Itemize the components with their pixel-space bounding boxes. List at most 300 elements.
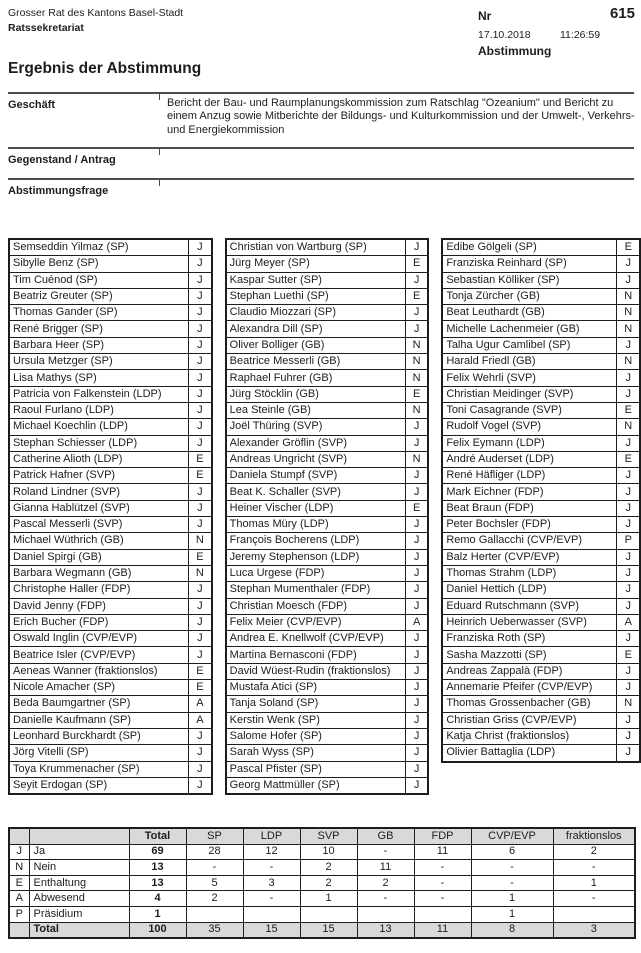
vote-row xyxy=(226,517,429,533)
vote-row xyxy=(442,419,640,435)
member-name: Felix Wehrli (SVP) xyxy=(442,370,617,386)
member-vote: N xyxy=(617,321,640,337)
vote-row xyxy=(9,468,212,484)
member-name: Andreas Zappalà (FDP) xyxy=(442,663,617,679)
member-vote: J xyxy=(405,728,428,744)
vote-row xyxy=(442,256,640,272)
vote-row xyxy=(9,647,212,663)
summary-party-value: 2 xyxy=(300,875,357,891)
vote-row xyxy=(9,288,212,304)
summary-label: Nein xyxy=(29,860,129,876)
vote-row xyxy=(442,272,640,288)
member-vote: N xyxy=(617,696,640,712)
summary-party-value: - xyxy=(414,860,471,876)
member-vote: J xyxy=(189,517,212,533)
member-name: Sibylle Benz (SP) xyxy=(9,256,189,272)
vote-row xyxy=(226,598,429,614)
member-vote: J xyxy=(617,435,640,451)
member-vote: J xyxy=(617,256,640,272)
member-name: Daniela Stumpf (SVP) xyxy=(226,468,406,484)
member-name: Erich Bucher (FDP) xyxy=(9,614,189,630)
member-name: Franziska Reinhard (SP) xyxy=(442,256,617,272)
member-vote: J xyxy=(617,712,640,728)
member-vote: J xyxy=(617,582,640,598)
vote-row xyxy=(9,533,212,549)
vote-row xyxy=(226,435,429,451)
member-vote: E xyxy=(189,663,212,679)
summary-row xyxy=(9,922,635,938)
vote-row xyxy=(9,354,212,370)
summary-header-cell: LDP xyxy=(243,828,300,844)
member-name: André Auderset (LDP) xyxy=(442,451,617,467)
vote-row xyxy=(442,386,640,402)
member-name: Talha Ugur Camlibel (SP) xyxy=(442,337,617,353)
member-vote: N xyxy=(617,419,640,435)
member-name: Beat Leuthardt (GB) xyxy=(442,305,617,321)
summary-party-value xyxy=(553,906,635,922)
member-vote: J xyxy=(189,761,212,777)
vote-row xyxy=(9,256,212,272)
summary-label: Total xyxy=(29,922,129,938)
member-vote: J xyxy=(189,745,212,761)
member-vote: J xyxy=(405,712,428,728)
member-name: Danielle Kaufmann (SP) xyxy=(9,712,189,728)
summary-code: P xyxy=(9,906,29,922)
summary-party-value: - xyxy=(357,844,414,860)
member-vote: E xyxy=(189,451,212,467)
vote-row xyxy=(226,468,429,484)
vote-row xyxy=(226,354,429,370)
vote-row xyxy=(442,500,640,516)
vote-row xyxy=(442,728,640,744)
member-name: Christian Moesch (FDP) xyxy=(226,598,406,614)
member-name: Kerstin Wenk (SP) xyxy=(226,712,406,728)
vote-row xyxy=(226,761,429,777)
vote-row xyxy=(442,484,640,500)
vote-table-1 xyxy=(8,238,213,795)
vote-row xyxy=(442,680,640,696)
member-vote: J xyxy=(189,631,212,647)
member-vote: J xyxy=(405,484,428,500)
summary-party-value: 2 xyxy=(357,875,414,891)
vote-row xyxy=(226,272,429,288)
vote-row xyxy=(442,663,640,679)
summary-header-cell xyxy=(29,828,129,844)
summary-header-cell: FDP xyxy=(414,828,471,844)
member-vote: E xyxy=(405,500,428,516)
member-vote: J xyxy=(405,272,428,288)
summary-party-value: 15 xyxy=(300,922,357,938)
summary-party-value: 15 xyxy=(243,922,300,938)
member-name: Edibe Gölgeli (SP) xyxy=(442,239,617,256)
member-vote: J xyxy=(405,239,428,256)
member-vote: E xyxy=(617,402,640,418)
summary-header-cell: GB xyxy=(357,828,414,844)
summary-header-cell: SP xyxy=(186,828,243,844)
vote-table-3 xyxy=(441,238,641,763)
summary-party-value: - xyxy=(553,860,635,876)
member-vote: J xyxy=(189,354,212,370)
summary-total-value: 4 xyxy=(129,891,186,907)
member-name: Katja Christ (fraktionslos) xyxy=(442,728,617,744)
summary-party-value: - xyxy=(186,860,243,876)
summary-party-value: 2 xyxy=(186,891,243,907)
summary-total-value: 1 xyxy=(129,906,186,922)
summary-party-value: 12 xyxy=(243,844,300,860)
member-name: Andrea E. Knellwolf (CVP/EVP) xyxy=(226,631,406,647)
member-name: Thomas Gander (SP) xyxy=(9,305,189,321)
summary-total-value: 100 xyxy=(129,922,186,938)
vote-row xyxy=(442,288,640,304)
member-vote: J xyxy=(405,549,428,565)
member-vote: J xyxy=(617,386,640,402)
member-vote: J xyxy=(189,728,212,744)
vote-row xyxy=(226,419,429,435)
member-name: Eduard Rutschmann (SVP) xyxy=(442,598,617,614)
member-name: Seyit Erdogan (SP) xyxy=(9,777,189,794)
member-name: Patricia von Falkenstein (LDP) xyxy=(9,386,189,402)
member-vote: J xyxy=(617,663,640,679)
vote-row xyxy=(442,370,640,386)
summary-label: Ja xyxy=(29,844,129,860)
vote-row xyxy=(9,565,212,581)
member-vote: E xyxy=(617,647,640,663)
member-name: Felix Eymann (LDP) xyxy=(442,435,617,451)
member-vote: J xyxy=(189,402,212,418)
member-vote: J xyxy=(189,288,212,304)
vote-row xyxy=(226,533,429,549)
summary-party-value: 3 xyxy=(243,875,300,891)
member-vote: J xyxy=(405,761,428,777)
member-name: René Häfliger (LDP) xyxy=(442,468,617,484)
member-name: Lisa Mathys (SP) xyxy=(9,370,189,386)
summary-party-value: - xyxy=(414,875,471,891)
vote-row xyxy=(226,631,429,647)
summary-header-cell: CVP/EVP xyxy=(471,828,553,844)
vote-date: 17.10.2018 xyxy=(478,29,531,41)
member-vote: J xyxy=(617,680,640,696)
vote-row xyxy=(9,272,212,288)
member-name: Tim Cuénod (SP) xyxy=(9,272,189,288)
vote-row xyxy=(226,305,429,321)
summary-row xyxy=(9,906,635,922)
member-vote: E xyxy=(189,549,212,565)
section-divider xyxy=(8,92,634,94)
nr-value: 615 xyxy=(609,5,635,22)
summary-party-value xyxy=(186,906,243,922)
summary-header-cell: Total xyxy=(129,828,186,844)
member-name: Peter Bochsler (FDP) xyxy=(442,517,617,533)
member-vote: N xyxy=(617,354,640,370)
vote-row xyxy=(442,598,640,614)
vote-columns xyxy=(8,238,641,795)
summary-row xyxy=(9,844,635,860)
vote-row xyxy=(226,680,429,696)
vote-row xyxy=(226,712,429,728)
member-name: Mustafa Atici (SP) xyxy=(226,680,406,696)
vote-row xyxy=(9,451,212,467)
member-vote: J xyxy=(617,549,640,565)
member-vote: N xyxy=(189,533,212,549)
vote-row xyxy=(9,419,212,435)
vote-row xyxy=(226,663,429,679)
section-divider xyxy=(8,147,634,149)
vote-row xyxy=(9,484,212,500)
member-vote: J xyxy=(617,272,640,288)
member-name: Salome Hofer (SP) xyxy=(226,728,406,744)
member-vote: J xyxy=(189,614,212,630)
member-vote: J xyxy=(189,647,212,663)
summary-header-cell: SVP xyxy=(300,828,357,844)
vote-row xyxy=(226,500,429,516)
member-vote: J xyxy=(405,745,428,761)
member-name: Lea Steinle (GB) xyxy=(226,402,406,418)
member-name: Michael Wüthrich (GB) xyxy=(9,533,189,549)
member-vote: J xyxy=(189,321,212,337)
vote-row xyxy=(442,468,640,484)
summary-label: Abwesend xyxy=(29,891,129,907)
vote-row xyxy=(226,614,429,630)
vote-row xyxy=(442,614,640,630)
member-vote: J xyxy=(617,370,640,386)
vote-row xyxy=(9,500,212,516)
member-name: Toya Krummenacher (SP) xyxy=(9,761,189,777)
member-name: Olivier Battaglia (LDP) xyxy=(442,745,617,762)
summary-party-value: 1 xyxy=(553,875,635,891)
member-vote: J xyxy=(617,517,640,533)
summary-party-value xyxy=(414,906,471,922)
vote-row xyxy=(226,239,429,256)
member-name: Jürg Meyer (SP) xyxy=(226,256,406,272)
vote-row xyxy=(9,712,212,728)
member-vote: J xyxy=(617,565,640,581)
member-name: Luca Urgese (FDP) xyxy=(226,565,406,581)
member-name: Patrick Hafner (SVP) xyxy=(9,468,189,484)
page-title: Ergebnis der Abstimmung xyxy=(8,60,202,77)
summary-party-value: 1 xyxy=(300,891,357,907)
vote-row xyxy=(442,696,640,712)
member-name: Tonja Zürcher (GB) xyxy=(442,288,617,304)
member-vote: J xyxy=(189,370,212,386)
member-vote: J xyxy=(189,435,212,451)
vote-row xyxy=(226,451,429,467)
member-name: Oliver Bolliger (GB) xyxy=(226,337,406,353)
member-name: Remo Gallacchi (CVP/EVP) xyxy=(442,533,617,549)
member-name: Harald Friedl (GB) xyxy=(442,354,617,370)
member-vote: J xyxy=(189,500,212,516)
member-vote: J xyxy=(189,256,212,272)
summary-party-value: - xyxy=(471,875,553,891)
summary-label: Enthaltung xyxy=(29,875,129,891)
vote-time: 11:26:59 xyxy=(560,29,601,41)
vote-row xyxy=(442,451,640,467)
member-vote: J xyxy=(405,598,428,614)
member-name: Stephan Luethi (SP) xyxy=(226,288,406,304)
summary-party-value: 11 xyxy=(357,860,414,876)
vote-row xyxy=(226,565,429,581)
member-name: Kaspar Sutter (SP) xyxy=(226,272,406,288)
vote-row xyxy=(9,745,212,761)
summary-total-value: 13 xyxy=(129,860,186,876)
summary-party-value: 11 xyxy=(414,844,471,860)
member-vote: E xyxy=(405,386,428,402)
member-name: Thomas Strahm (LDP) xyxy=(442,565,617,581)
summary-party-value: - xyxy=(357,891,414,907)
vote-row xyxy=(226,728,429,744)
member-name: Nicole Amacher (SP) xyxy=(9,680,189,696)
member-vote: J xyxy=(405,305,428,321)
member-vote: N xyxy=(405,354,428,370)
summary-row xyxy=(9,891,635,907)
org-name: Grosser Rat des Kantons Basel-Stadt xyxy=(8,7,184,19)
summary-party-value xyxy=(300,906,357,922)
member-vote: J xyxy=(617,484,640,500)
org-department: Ratssekretariat xyxy=(8,22,84,34)
member-name: Jeremy Stephenson (LDP) xyxy=(226,549,406,565)
vote-row xyxy=(9,435,212,451)
vote-row xyxy=(226,370,429,386)
vote-row xyxy=(442,582,640,598)
member-name: Annemarie Pfeifer (CVP/EVP) xyxy=(442,680,617,696)
member-vote: A xyxy=(189,712,212,728)
member-name: Jörg Vitelli (SP) xyxy=(9,745,189,761)
vote-row xyxy=(9,631,212,647)
vote-row xyxy=(226,484,429,500)
member-name: Rudolf Vogel (SVP) xyxy=(442,419,617,435)
summary-party-value: - xyxy=(553,891,635,907)
vote-row xyxy=(9,663,212,679)
vote-row xyxy=(442,549,640,565)
summary-party-value: - xyxy=(243,891,300,907)
vote-row xyxy=(442,239,640,256)
summary-party-value: 13 xyxy=(357,922,414,938)
member-vote: J xyxy=(189,598,212,614)
member-name: Beat K. Schaller (SVP) xyxy=(226,484,406,500)
member-vote: N xyxy=(617,288,640,304)
member-vote: A xyxy=(617,614,640,630)
member-name: Pascal Messerli (SVP) xyxy=(9,517,189,533)
member-vote: J xyxy=(405,777,428,794)
vote-row xyxy=(9,517,212,533)
vote-row xyxy=(9,761,212,777)
summary-label: Präsidium xyxy=(29,906,129,922)
vote-row xyxy=(9,728,212,744)
summary-code xyxy=(9,922,29,938)
vote-row xyxy=(442,435,640,451)
vote-row xyxy=(226,745,429,761)
vote-row xyxy=(442,321,640,337)
member-vote: J xyxy=(189,777,212,794)
member-vote: J xyxy=(405,533,428,549)
member-name: Pascal Pfister (SP) xyxy=(226,761,406,777)
section-label-gegenstand: Gegenstand / Antrag xyxy=(8,154,116,166)
member-vote: A xyxy=(189,696,212,712)
member-vote: J xyxy=(405,565,428,581)
member-name: Raoul Furlano (LDP) xyxy=(9,402,189,418)
member-vote: J xyxy=(189,419,212,435)
vote-row xyxy=(226,777,429,794)
summary-party-value: 10 xyxy=(300,844,357,860)
member-vote: J xyxy=(189,582,212,598)
member-vote: J xyxy=(617,468,640,484)
vote-row xyxy=(442,565,640,581)
member-vote: J xyxy=(189,386,212,402)
member-name: Thomas Müry (LDP) xyxy=(226,517,406,533)
member-name: Balz Herter (CVP/EVP) xyxy=(442,549,617,565)
member-vote: J xyxy=(405,517,428,533)
member-vote: E xyxy=(617,451,640,467)
member-name: Gianna Hablützel (SVP) xyxy=(9,500,189,516)
member-vote: E xyxy=(405,288,428,304)
member-name: Jürg Stöcklin (GB) xyxy=(226,386,406,402)
member-name: David Wüest-Rudin (fraktionslos) xyxy=(226,663,406,679)
section-label-abstimmungsfrage: Abstimmungsfrage xyxy=(8,185,109,197)
member-vote: N xyxy=(405,402,428,418)
member-vote: J xyxy=(189,239,212,256)
vote-row xyxy=(226,256,429,272)
summary-party-value: 8 xyxy=(471,922,553,938)
vote-row xyxy=(226,647,429,663)
member-name: Daniel Spirgi (GB) xyxy=(9,549,189,565)
member-vote: E xyxy=(405,256,428,272)
member-name: Sebastian Kölliker (SP) xyxy=(442,272,617,288)
member-vote: J xyxy=(405,663,428,679)
vote-row xyxy=(226,696,429,712)
member-name: Aeneas Wanner (fraktionslos) xyxy=(9,663,189,679)
summary-total-value: 69 xyxy=(129,844,186,860)
member-vote: J xyxy=(405,680,428,696)
vote-row xyxy=(226,549,429,565)
vote-row xyxy=(9,402,212,418)
vote-row xyxy=(226,386,429,402)
member-vote: E xyxy=(617,239,640,256)
vote-row xyxy=(9,614,212,630)
member-name: Michael Koechlin (LDP) xyxy=(9,419,189,435)
vote-row xyxy=(9,680,212,696)
member-name: Oswald Inglin (CVP/EVP) xyxy=(9,631,189,647)
summary-party-value: 3 xyxy=(553,922,635,938)
member-name: Heinrich Ueberwasser (SVP) xyxy=(442,614,617,630)
member-name: Semseddin Yilmaz (SP) xyxy=(9,239,189,256)
member-vote: J xyxy=(405,631,428,647)
member-vote: J xyxy=(189,305,212,321)
vote-row xyxy=(442,533,640,549)
member-vote: J xyxy=(405,696,428,712)
vote-row xyxy=(442,631,640,647)
member-vote: N xyxy=(189,565,212,581)
member-name: Stephan Schiesser (LDP) xyxy=(9,435,189,451)
member-name: Franziska Roth (SP) xyxy=(442,631,617,647)
member-vote: J xyxy=(617,631,640,647)
section-divider xyxy=(8,178,634,180)
member-vote: J xyxy=(617,745,640,762)
member-vote: N xyxy=(405,370,428,386)
vote-row xyxy=(442,745,640,762)
member-name: Heiner Vischer (LDP) xyxy=(226,500,406,516)
member-name: Roland Lindner (SVP) xyxy=(9,484,189,500)
member-name: Daniel Hettich (LDP) xyxy=(442,582,617,598)
vote-row xyxy=(226,288,429,304)
summary-code: E xyxy=(9,875,29,891)
vote-table-2 xyxy=(225,238,430,795)
vote-row xyxy=(9,239,212,256)
member-name: Sasha Mazzotti (SP) xyxy=(442,647,617,663)
vote-row xyxy=(226,582,429,598)
vote-row xyxy=(9,582,212,598)
summary-row xyxy=(9,860,635,876)
member-vote: N xyxy=(405,337,428,353)
member-name: Beatriz Greuter (SP) xyxy=(9,288,189,304)
